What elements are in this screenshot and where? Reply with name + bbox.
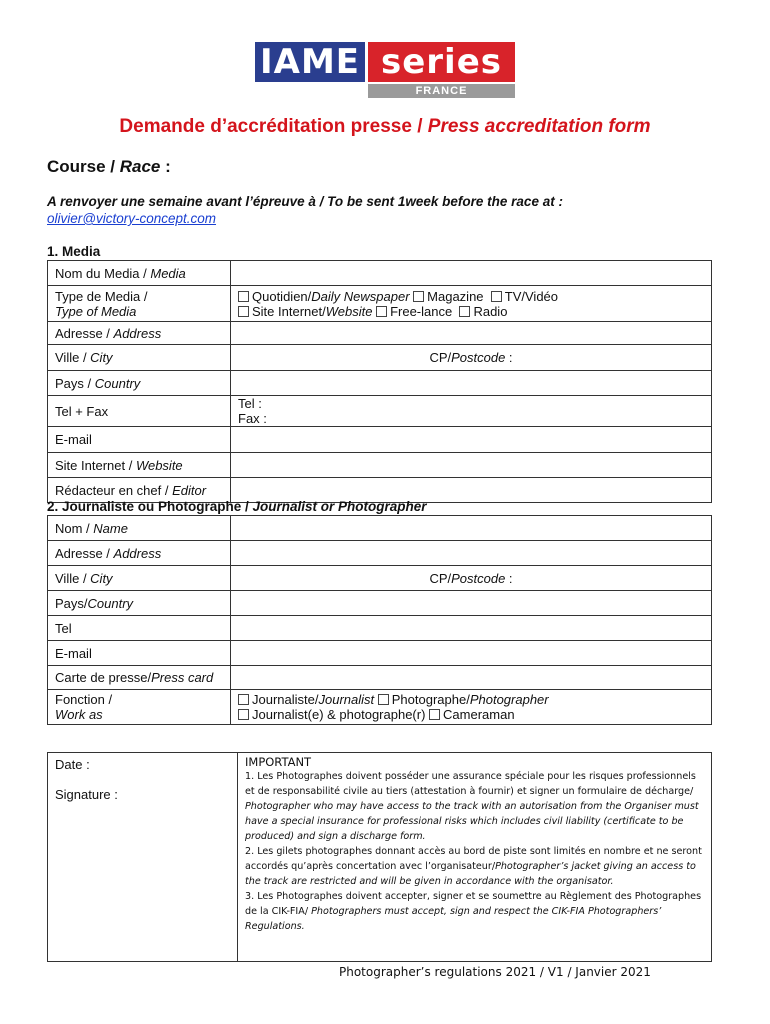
title-fr: Demande d’accréditation presse /	[119, 116, 428, 137]
city-postcode-field[interactable]: CP/Postcode :	[231, 566, 712, 591]
name-label: Nom / Name	[48, 516, 231, 541]
table-row	[48, 453, 712, 478]
address-field[interactable]	[231, 322, 712, 345]
table-row	[48, 286, 712, 322]
checkbox-radio[interactable]	[459, 306, 470, 317]
city-label: Ville / City	[48, 345, 231, 371]
table-row	[48, 616, 712, 641]
checkbox-daily[interactable]	[238, 291, 249, 302]
tel-field[interactable]	[231, 616, 712, 641]
title-en: Press accreditation form	[427, 116, 651, 137]
checkbox-website[interactable]	[238, 306, 249, 317]
date-signature-cell[interactable]	[48, 753, 238, 962]
signature-label: Signature :	[55, 787, 118, 802]
name-field[interactable]	[231, 516, 712, 541]
journalist-table	[47, 515, 712, 725]
table-row	[48, 427, 712, 453]
country-label: Pays / Country	[48, 371, 231, 396]
city-postcode-field[interactable]: CP/Postcode :	[231, 345, 712, 371]
table-row	[48, 396, 712, 427]
important-title: IMPORTANT	[245, 755, 312, 769]
tel-label: Tel	[48, 616, 231, 641]
table-row	[48, 516, 712, 541]
address-label: Adresse / Address	[48, 541, 231, 566]
important-text: 1. Les Photographes doivent posséder une assurance spéciale pour les risques professionnels et de responsabilité civile au tiers (attestation à fournir) et signer un formulaire de décharge/ Photographer who may have access to the track with an autorisation from the Organiser must have a special insurance for professional risks which includes civil liability (certificate to be produced) and sign a discharge form. 2. Les gilets photographes donnant accès au bord de piste sont limités en nombre et ne seront accordés qu’après concertation avec l’organisateur/Photographer’s jacket giving an access to the track are restricted and will be given in accordance with the organisator. 3. Les Photographes doivent accepter, signer et se soumettre au Règlement des Photographes de la CIK-FIA/ Photographers must accept, sign and respect the CIK-FIA Photographers’ Regulations.	[245, 771, 702, 932]
course-label	[47, 157, 171, 177]
press-card-label: Carte de presse/Press card	[48, 666, 231, 690]
checkbox-journalist[interactable]	[238, 694, 249, 705]
website-label: Site Internet / Website	[48, 453, 231, 478]
telfax-field[interactable]: Tel : Fax :	[231, 396, 712, 427]
checkbox-cameraman[interactable]	[429, 709, 440, 720]
logo-iame: IAME	[255, 42, 365, 82]
contact-email-link[interactable]: olivier@victory-concept.com	[47, 211, 217, 226]
website-field[interactable]	[231, 453, 712, 478]
table-row	[48, 591, 712, 616]
table-row	[48, 541, 712, 566]
footer-text: Photographer’s regulations 2021 / V1 / Janvier 2021	[339, 965, 651, 979]
course-en: Race	[119, 157, 161, 176]
country-field[interactable]	[231, 371, 712, 396]
page-title	[0, 116, 770, 138]
checkbox-magazine[interactable]	[413, 291, 424, 302]
press-card-field[interactable]	[231, 666, 712, 690]
media-type-label: Type de Media / Type of Media	[48, 286, 231, 322]
address-field[interactable]	[231, 541, 712, 566]
iame-series-logo	[255, 42, 515, 98]
table-row	[48, 371, 712, 396]
media-name-label: Nom du Media / Media	[48, 261, 231, 286]
function-label: Fonction / Work as	[48, 690, 231, 725]
editor-label: Rédacteur en chef / Editor	[48, 478, 231, 503]
table-row	[48, 566, 712, 591]
section1-heading: 1. Media	[47, 244, 101, 259]
table-row	[48, 666, 712, 690]
checkbox-freelance[interactable]	[376, 306, 387, 317]
telfax-label: Tel + Fax	[48, 396, 231, 427]
signature-important-table	[47, 752, 712, 962]
checkbox-photographer[interactable]	[378, 694, 389, 705]
email-label: E-mail	[48, 427, 231, 453]
table-row	[48, 345, 712, 371]
table-row	[48, 753, 712, 962]
section2-heading: 2. Journaliste ou Photographe / Journalist or Photographer	[47, 499, 427, 514]
table-row	[48, 261, 712, 286]
table-row	[48, 322, 712, 345]
logo-series: series	[368, 42, 515, 82]
email-label: E-mail	[48, 641, 231, 666]
media-name-field[interactable]	[231, 261, 712, 286]
table-row	[48, 690, 712, 725]
course-fr: Course /	[47, 157, 120, 176]
checkbox-journalist-photographer[interactable]	[238, 709, 249, 720]
date-label: Date :	[55, 757, 90, 772]
course-suffix: :	[160, 157, 171, 176]
important-cell	[238, 753, 712, 962]
send-instructions: A renvoyer une semaine avant l’épreuve à / To be sent 1week before the race at :	[47, 194, 563, 209]
checkbox-tv[interactable]	[491, 291, 502, 302]
table-row	[48, 641, 712, 666]
country-field[interactable]	[231, 591, 712, 616]
function-options: Journaliste/Journalist Photographe/Photographer Journalist(e) & photographe(r) Cameraman	[231, 690, 712, 725]
logo-france: FRANCE	[368, 84, 515, 98]
email-field[interactable]	[231, 427, 712, 453]
media-table	[47, 260, 712, 503]
country-label: Pays/Country	[48, 591, 231, 616]
email-field[interactable]	[231, 641, 712, 666]
city-label: Ville / City	[48, 566, 231, 591]
address-label: Adresse / Address	[48, 322, 231, 345]
media-type-options: Quotidien/Daily Newspaper Magazine TV/Vidéo Site Internet/Website Free-lance Radio	[231, 286, 712, 322]
